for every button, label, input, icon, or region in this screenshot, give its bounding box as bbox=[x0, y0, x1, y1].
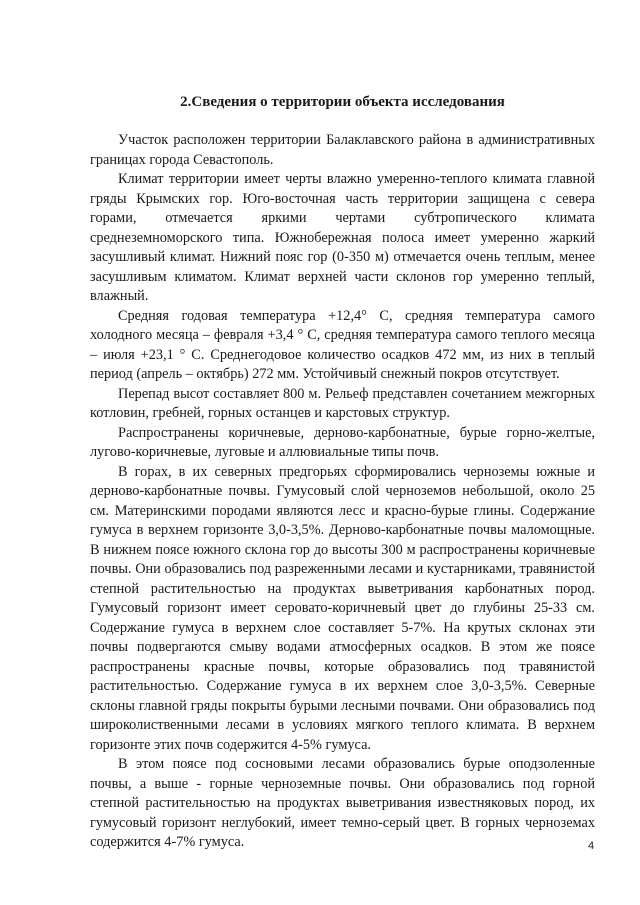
document-page bbox=[90, 92, 595, 853]
paragraph-soils-detail: В горах, в их северных предгорьях сформировались черноземы южные и дерново-карбонатные почвы. Гумусовый слой черноземов небольшой, около 25 см. Материнскими породами являются лесс и красно-бурые глины. Содержание гумуса в верхнем горизонте 3,0-3,5%. Дерново-карбонатные почвы маломощные. В нижнем поясе южного склона гор до высоты 300 м распространены коричневые почвы. Они образовались под разреженными лесами и кустарниками, травянистой степной растительностью на продуктах выветривания карбонатных пород. Гумусовый горизонт имеет серовато-коричневый цвет до глубины 25-33 см. Содержание гумуса в верхнем слое составляет 5-7%. На крутых склонах эти почвы подвергаются смыву водами атмосферных осадков. В этом же поясе распространены красные почвы, которые образовались под травянистой растительностью. Содержание гумуса в их верхнем слое 3,0-3,5%. Северные склоны главной гряды покрыты бурыми лесными почвами. Они образовались под широколиственными лесами в условиях мягкого теплого климата. В верхнем горизонте этих почв содержится 4-5% гумуса. bbox=[90, 463, 595, 753]
section-heading: 2.Сведения о территории объекта исследования bbox=[180, 94, 505, 110]
paragraph-location: Участок расположен территории Балаклавского района в административных границах города Севастополь. bbox=[90, 132, 595, 168]
page-number: 4 bbox=[588, 840, 595, 852]
paragraph-temperature: Средняя годовая температура +12,4° С, средняя температура самого холодного месяца – февраля +3,4 ° С, средняя температура самого теплого месяца – июля +23,1 ° С. Среднегодовое количество осадков 472 мм, из них в теплый период (апрель – октябрь) 272 мм. Устойчивый снежный покров отсутствует. bbox=[90, 307, 595, 382]
paragraph-climate: Климат территории имеет черты влажно умеренно-теплого климата главной гряды Крымских гор. Юго-восточная часть территории защищена с севера горами, отмечается яркими чертами субтропического климата среднеземноморского типа. Южнобережная полоса имеет умеренно жаркий засушливый климат. Нижний пояс гор (0-350 м) отмечается очень теплым, менее засушливым климатом. Климат верхней части склонов гор умеренно теплый, влажный. bbox=[90, 171, 595, 304]
paragraph-soil-types: Распространены коричневые, дерново-карбонатные, бурые горно-желтые, лугово-коричневые, луговые и аллювиальные типы почв. bbox=[90, 424, 595, 460]
paragraph-relief: Перепад высот составляет 800 м. Рельеф представлен сочетанием межгорных котловин, гребней, горных останцев и карстовых структур. bbox=[90, 385, 595, 421]
paragraph-pine-forests: В этом поясе под сосновыми лесами образовались бурые оподзоленные почвы, а выше - горные черноземные почвы. Они образовались под горной степной растительностью на продуктах выветривания известняковых пород, их гумусовый горизонт неглубокий, имеет темно-серый цвет. В горных черноземах содержится 4-7% гумуса. bbox=[90, 756, 595, 850]
